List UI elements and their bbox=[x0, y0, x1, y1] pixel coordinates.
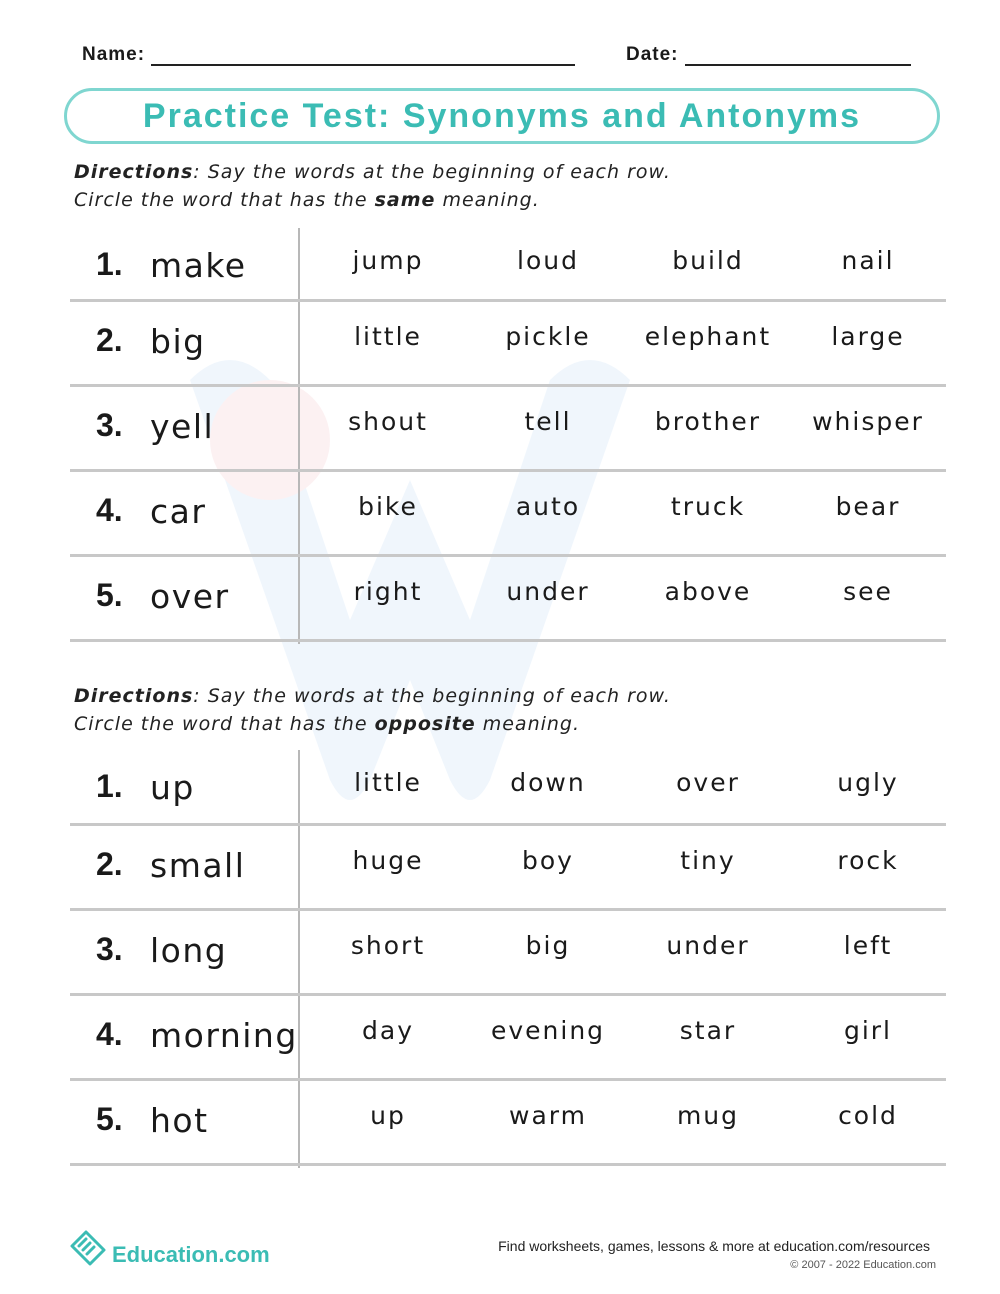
answer-option[interactable]: build bbox=[672, 246, 744, 275]
answer-option[interactable]: short bbox=[350, 931, 426, 960]
footer-copyright: © 2007 - 2022 Education.com bbox=[790, 1259, 936, 1271]
question-row bbox=[70, 996, 946, 1081]
directions-label: Directions bbox=[74, 161, 194, 183]
answer-option[interactable]: auto bbox=[515, 492, 581, 521]
answer-option[interactable]: little bbox=[354, 322, 422, 351]
question-row bbox=[70, 826, 946, 911]
question-number: 2. bbox=[96, 846, 123, 882]
question-word: morning bbox=[150, 1016, 298, 1055]
question-row bbox=[70, 911, 946, 996]
answer-option[interactable]: evening bbox=[490, 1016, 606, 1045]
question-word: long bbox=[150, 931, 228, 970]
question-row bbox=[70, 228, 946, 302]
antonyms-table bbox=[70, 750, 946, 1166]
directions-text: : Say the words at the beginning of each row. bbox=[193, 685, 671, 707]
directions-synonyms bbox=[74, 158, 671, 214]
question-word: car bbox=[150, 492, 207, 531]
question-word: yell bbox=[150, 407, 215, 446]
synonyms-table bbox=[70, 228, 946, 642]
answer-option[interactable]: big bbox=[525, 931, 571, 960]
date-label: Date: bbox=[626, 44, 679, 65]
directions-keyword: opposite bbox=[374, 713, 476, 735]
answer-option[interactable]: over bbox=[676, 768, 740, 797]
question-row bbox=[70, 302, 946, 387]
date-field bbox=[626, 42, 911, 66]
answer-option[interactable]: little bbox=[354, 768, 422, 797]
answer-option[interactable]: under bbox=[666, 931, 750, 960]
education-logo[interactable] bbox=[68, 1228, 270, 1268]
answer-option[interactable]: huge bbox=[352, 846, 424, 875]
question-word: over bbox=[150, 577, 230, 616]
answer-option[interactable]: ugly bbox=[837, 768, 899, 797]
question-number: 5. bbox=[96, 577, 123, 613]
question-number: 5. bbox=[96, 1101, 123, 1137]
question-row bbox=[70, 750, 946, 826]
answer-option[interactable]: shout bbox=[348, 407, 428, 436]
question-word: small bbox=[150, 846, 246, 885]
answer-option[interactable]: girl bbox=[843, 1016, 893, 1045]
question-number: 4. bbox=[96, 492, 123, 528]
answer-option[interactable]: elephant bbox=[644, 322, 772, 351]
answer-option[interactable]: warm bbox=[509, 1101, 587, 1130]
answer-option[interactable]: under bbox=[506, 577, 590, 606]
title-banner bbox=[64, 88, 940, 144]
directions-text: Circle the word that has the bbox=[74, 713, 375, 735]
answer-option[interactable]: bike bbox=[358, 492, 418, 521]
directions-text: meaning. bbox=[475, 713, 581, 735]
answer-option[interactable]: see bbox=[843, 577, 893, 606]
answer-option[interactable]: pickle bbox=[505, 322, 591, 351]
question-word: hot bbox=[150, 1101, 209, 1140]
answer-option[interactable]: above bbox=[664, 577, 752, 606]
education-logo-icon bbox=[68, 1228, 108, 1268]
answer-option[interactable]: up bbox=[370, 1101, 406, 1130]
question-row bbox=[70, 1081, 946, 1166]
answer-option[interactable]: mug bbox=[676, 1101, 740, 1130]
directions-antonyms bbox=[74, 682, 671, 738]
answer-option[interactable]: loud bbox=[517, 246, 579, 275]
question-number: 3. bbox=[96, 931, 123, 967]
answer-option[interactable]: day bbox=[362, 1016, 414, 1045]
answer-option[interactable]: down bbox=[510, 768, 586, 797]
question-row bbox=[70, 472, 946, 557]
question-word: make bbox=[150, 246, 247, 285]
question-number: 4. bbox=[96, 1016, 123, 1052]
directions-text: meaning. bbox=[435, 189, 540, 211]
directions-keyword: same bbox=[374, 189, 436, 211]
name-blank-line[interactable] bbox=[151, 42, 575, 66]
answer-option[interactable]: bear bbox=[835, 492, 901, 521]
question-word: big bbox=[150, 322, 206, 361]
answer-option[interactable]: brother bbox=[654, 407, 762, 436]
answer-option[interactable]: whisper bbox=[812, 407, 924, 436]
answer-option[interactable]: star bbox=[679, 1016, 737, 1045]
answer-option[interactable]: nail bbox=[841, 246, 895, 275]
question-number: 3. bbox=[96, 407, 123, 443]
question-number: 2. bbox=[96, 322, 123, 358]
question-word: up bbox=[150, 768, 195, 807]
answer-option[interactable]: large bbox=[831, 322, 905, 351]
directions-text: : Say the words at the beginning of each row. bbox=[193, 161, 671, 183]
logo-text: Education.com bbox=[112, 1242, 270, 1267]
question-number: 1. bbox=[96, 768, 123, 804]
footer-resources-text[interactable]: Find worksheets, games, lessons & more at education.com/resources bbox=[498, 1238, 930, 1254]
answer-option[interactable]: tell bbox=[524, 407, 572, 436]
page-title: Practice Test: Synonyms and Antonyms bbox=[142, 96, 862, 135]
name-label: Name: bbox=[82, 44, 146, 65]
question-number: 1. bbox=[96, 246, 123, 282]
answer-option[interactable]: left bbox=[843, 931, 893, 960]
answer-option[interactable]: tiny bbox=[680, 846, 736, 875]
answer-option[interactable]: truck bbox=[670, 492, 746, 521]
date-blank-line[interactable] bbox=[685, 42, 911, 66]
answer-option[interactable]: jump bbox=[352, 246, 424, 275]
answer-option[interactable]: boy bbox=[522, 846, 574, 875]
directions-text: Circle the word that has the bbox=[74, 189, 375, 211]
question-row bbox=[70, 387, 946, 472]
directions-label: Directions bbox=[74, 685, 194, 707]
answer-option[interactable]: cold bbox=[838, 1101, 898, 1130]
name-field bbox=[82, 42, 575, 66]
answer-option[interactable]: rock bbox=[837, 846, 899, 875]
answer-option[interactable]: right bbox=[353, 577, 423, 606]
question-row bbox=[70, 557, 946, 642]
